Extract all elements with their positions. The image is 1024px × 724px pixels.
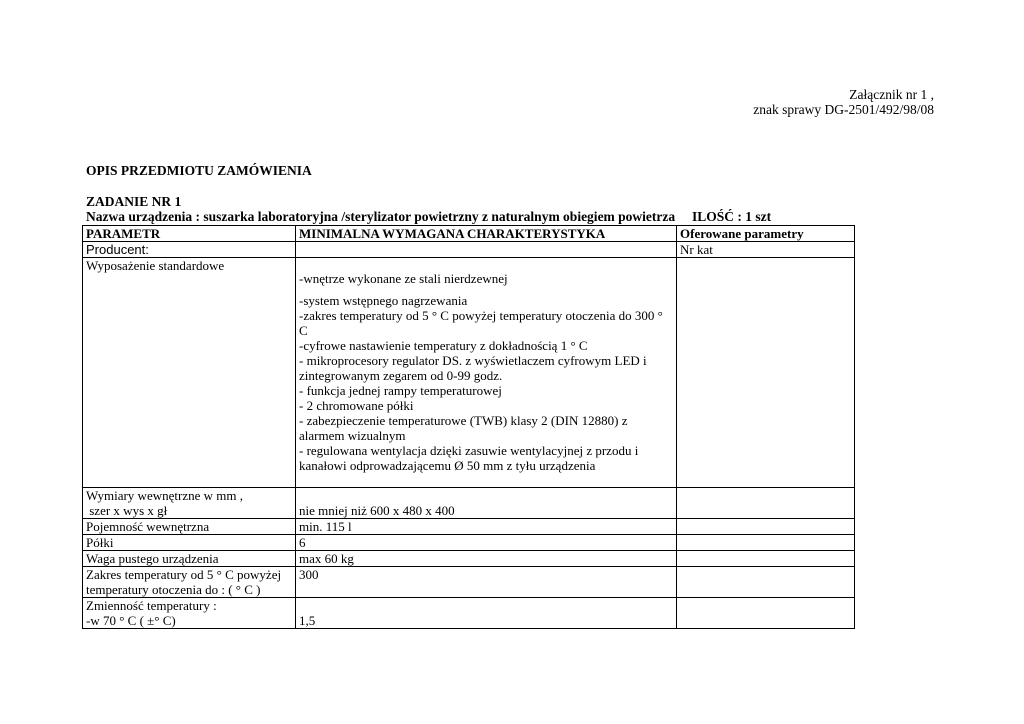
dimensions-value: nie mniej niż 600 x 480 x 400 bbox=[296, 488, 677, 519]
dimensions-offered bbox=[677, 488, 855, 519]
shelves-label: Półki bbox=[83, 535, 296, 551]
feature-item: -system wstępnego nagrzewania bbox=[299, 293, 468, 308]
shelves-value: 6 bbox=[296, 535, 677, 551]
capacity-offered bbox=[677, 519, 855, 535]
weight-offered bbox=[677, 551, 855, 567]
header-parameter: PARAMETR bbox=[83, 226, 296, 242]
producer-label: Producent: bbox=[83, 242, 296, 258]
feature-item: - funkcja jednej rampy temperaturowej bbox=[299, 383, 502, 398]
document-title: OPIS PRZEDMIOTU ZAMÓWIENIA bbox=[86, 163, 312, 178]
quantity: ILOŚĆ : 1 szt bbox=[692, 209, 772, 224]
task-number: ZADANIE NR 1 bbox=[86, 194, 182, 209]
dimensions-label-line2: szer x wys x gł bbox=[86, 503, 168, 518]
table-row bbox=[83, 258, 855, 488]
feature-item: - 2 chromowane półki bbox=[299, 398, 414, 413]
equipment-features bbox=[296, 258, 677, 488]
table-row bbox=[83, 488, 855, 519]
variability-label-line1: Zmienność temperatury : bbox=[86, 598, 217, 613]
table-header-row bbox=[83, 226, 855, 242]
shelves-offered bbox=[677, 535, 855, 551]
attachment-number: Załącznik nr 1 , bbox=[849, 87, 934, 102]
specification-table bbox=[82, 225, 855, 629]
temperature-range-offered bbox=[677, 567, 855, 598]
catalog-number-label: Nr kat bbox=[677, 242, 855, 258]
equipment-offered bbox=[677, 258, 855, 488]
variability-label-line2: -w 70 ° C ( ±° C) bbox=[86, 613, 176, 628]
equipment-label: Wyposażenie standardowe bbox=[83, 258, 296, 488]
weight-value: max 60 kg bbox=[296, 551, 677, 567]
feature-item: - mikroprocesory regulator DS. z wyświetlaczem cyfrowym LED i zintegrowanym zegarem od 0-99 godz. bbox=[299, 353, 647, 383]
feature-item: -cyfrowe nastawienie temperatury z dokładnością 1 ° C bbox=[299, 338, 588, 353]
reference-number: znak sprawy DG-2501/492/98/08 bbox=[753, 102, 934, 117]
dimensions-label-line1: Wymiary wewnętrzne w mm , bbox=[86, 488, 243, 503]
header-offered: Oferowane parametry bbox=[677, 226, 855, 242]
temperature-range-label: Zakres temperatury od 5 ° C powyżej temperatury otoczenia do : ( ° C ) bbox=[83, 567, 296, 598]
dimensions-label bbox=[83, 488, 296, 519]
variability-label bbox=[83, 598, 296, 629]
header-requirement: MINIMALNA WYMAGANA CHARAKTERYSTYKA bbox=[296, 226, 677, 242]
feature-item: -wnętrze wykonane ze stali nierdzewnej bbox=[299, 271, 508, 286]
table-row bbox=[83, 242, 855, 258]
feature-item: -zakres temperatury od 5 ° C powyżej temperatury otoczenia do 300 ° C bbox=[299, 308, 663, 338]
feature-item: - regulowana wentylacja dzięki zasuwie wentylacyjnej z przodu i kanałowi odprowadzającemu Ø 50 mm z tyłu urządzenia bbox=[299, 443, 639, 473]
table-row bbox=[83, 535, 855, 551]
producer-requirement bbox=[296, 242, 677, 258]
table-row bbox=[83, 567, 855, 598]
variability-value: 1,5 bbox=[296, 598, 677, 629]
attachment-header bbox=[753, 87, 934, 117]
capacity-value: min. 115 l bbox=[296, 519, 677, 535]
table-row bbox=[83, 519, 855, 535]
table-row bbox=[83, 551, 855, 567]
device-name: Nazwa urządzenia : suszarka laboratoryjna /sterylizator powietrzny z naturalnym obiegiem powietrza bbox=[86, 209, 676, 224]
weight-label: Waga pustego urządzenia bbox=[83, 551, 296, 567]
table-row bbox=[83, 598, 855, 629]
temperature-range-value: 300 bbox=[296, 567, 677, 598]
variability-offered bbox=[677, 598, 855, 629]
capacity-label: Pojemność wewnętrzna bbox=[83, 519, 296, 535]
feature-item: - zabezpieczenie temperaturowe (TWB) klasy 2 (DIN 12880) z alarmem wizualnym bbox=[299, 413, 628, 443]
